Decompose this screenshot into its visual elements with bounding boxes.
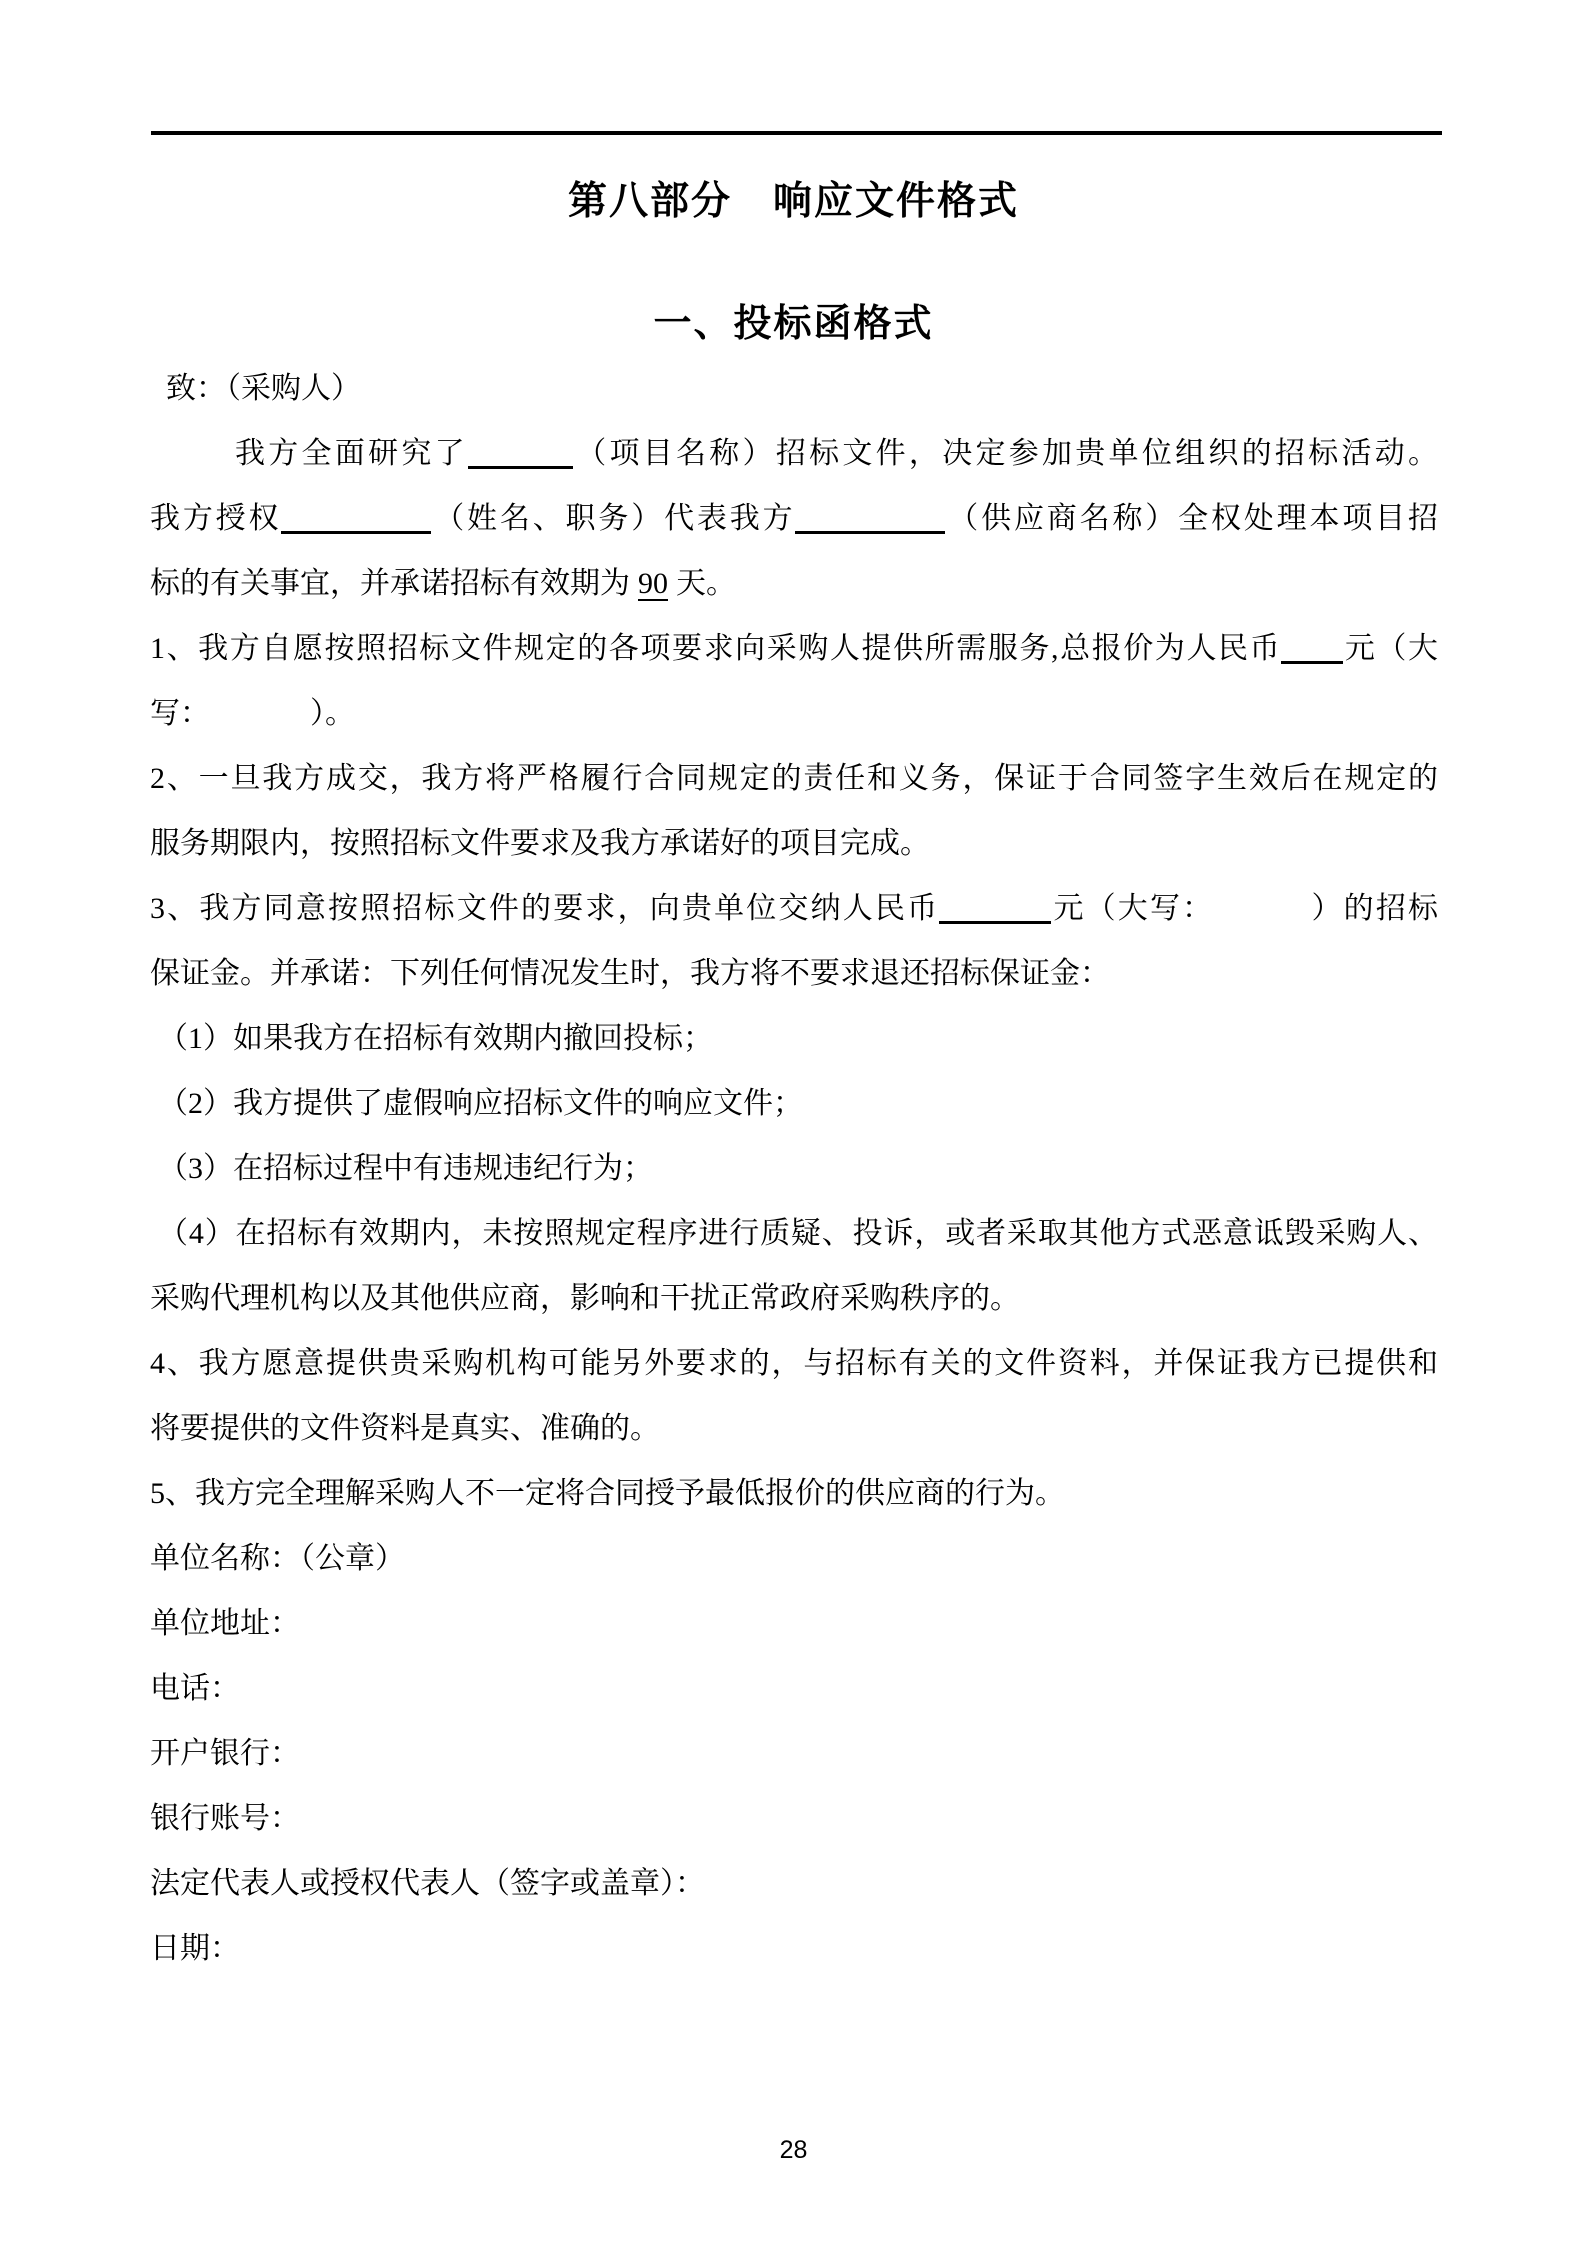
fill-in-blank — [281, 528, 431, 534]
text-run: 保证金。并承诺：下列任何情况发生时，我方将不要求退还招标保证金： — [150, 957, 1110, 990]
body-line — [150, 1721, 1438, 1786]
body-line — [150, 486, 1438, 551]
text-run: （供应商名称）全权处理本项目招 — [945, 502, 1439, 535]
text-run: 电话： — [150, 1672, 240, 1705]
text-run: ）。 — [310, 697, 355, 730]
body-line — [150, 1656, 1438, 1721]
body-line — [150, 1136, 1438, 1201]
body-line — [150, 1916, 1438, 1981]
text-run: 单位地址： — [150, 1607, 300, 1640]
text-run: 致：（采购人） — [166, 372, 361, 405]
body-line — [150, 1461, 1438, 1526]
body-line — [150, 1526, 1438, 1591]
text-run: 4、我方愿意提供贵采购机构可能另外要求的，与招标有关的文件资料，并保证我方已提供和 — [150, 1347, 1438, 1380]
body-line — [150, 1006, 1438, 1071]
text-run: 2、一旦我方成交，我方将严格履行合同规定的责任和义务，保证于合同签字生效后在规定的 — [150, 762, 1438, 795]
text-run: 3、我方同意按照招标文件的要求，向贵单位交纳人民币 — [150, 892, 940, 925]
body-line — [150, 616, 1438, 681]
text-run: 法定代表人或授权代表人（签字或盖章）： — [150, 1867, 705, 1900]
text-run: 我方全面研究了 — [235, 437, 468, 470]
body-line — [150, 811, 1438, 876]
body-line — [150, 1851, 1438, 1916]
text-run: 单位名称：（公章） — [150, 1542, 405, 1575]
underlined-text: 90 — [638, 567, 668, 600]
text-run: 写： — [150, 697, 210, 730]
fill-in-blank — [468, 463, 573, 469]
fill-in-blank — [1281, 658, 1343, 664]
text-run: （姓名、职务）代表我方 — [431, 502, 796, 535]
text-run: 日期： — [150, 1932, 240, 1965]
gap-space — [210, 722, 310, 723]
body-line — [150, 876, 1438, 941]
text-run: 采购代理机构以及其他供应商，影响和干扰正常政府采购秩序的。 — [150, 1282, 1020, 1315]
text-run: （1）如果我方在招标有效期内撤回投标； — [158, 1022, 713, 1055]
text-run: （项目名称）招标文件，决定参加贵单位组织的招标活动。 — [572, 437, 1439, 470]
body-line — [150, 941, 1438, 1006]
section-title: 第八部分 响应文件格式 — [567, 180, 1019, 223]
body-line — [150, 1071, 1438, 1136]
text-run: 天。 — [676, 567, 736, 600]
body-line — [150, 681, 1438, 746]
text-run: 开户银行： — [150, 1737, 300, 1770]
body-line — [150, 746, 1438, 811]
text-run: ）的招标 — [1309, 892, 1439, 925]
fill-in-blank — [939, 918, 1051, 924]
body-line — [150, 1266, 1438, 1331]
text-run: 将要提供的文件资料是真实、准确的。 — [150, 1412, 660, 1445]
text-run: 元（大写： — [1051, 892, 1215, 925]
text-run: （3）在招标过程中有违规违纪行为； — [158, 1152, 653, 1185]
text-run: 我方授权 — [150, 502, 282, 535]
header-rule-divider — [151, 131, 1442, 135]
letter-body — [150, 356, 1438, 1981]
form-title: 一、投标函格式 — [653, 303, 934, 345]
body-line — [150, 421, 1438, 486]
body-line — [150, 551, 1438, 616]
body-line — [150, 1331, 1438, 1396]
text-run: 1、我方自愿按照招标文件规定的各项要求向采购人提供所需服务,总报价为人民币 — [150, 632, 1282, 665]
text-run: 5、我方完全理解采购人不一定将合同授予最低报价的供应商的行为。 — [150, 1477, 1065, 1510]
text-run: 服务期限内，按照招标文件要求及我方承诺好的项目完成。 — [150, 827, 930, 860]
body-line — [150, 1786, 1438, 1851]
body-line — [150, 1201, 1438, 1266]
fill-in-blank — [795, 528, 945, 534]
page-number: 28 — [779, 2136, 808, 2164]
text-run: （2）我方提供了虚假响应招标文件的响应文件； — [158, 1087, 803, 1120]
text-run: 元（大 — [1343, 632, 1439, 665]
gap-space — [1214, 917, 1309, 918]
text-run: 银行账号： — [150, 1802, 300, 1835]
body-line — [150, 1591, 1438, 1656]
text-run: （4）在招标有效期内，未按照规定程序进行质疑、投诉，或者采取其他方式恶意诋毁采购人、 — [158, 1217, 1438, 1250]
body-line — [150, 356, 1438, 421]
body-line — [150, 1396, 1438, 1461]
text-run: 标的有关事宜，并承诺招标有效期为 — [150, 567, 630, 600]
